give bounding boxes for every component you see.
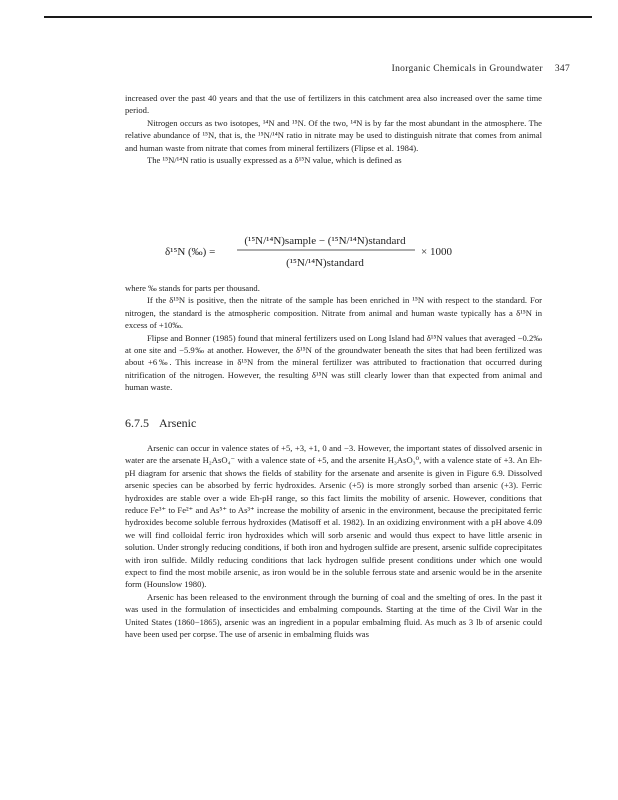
running-title: Inorganic Chemicals in Groundwater <box>391 64 543 74</box>
paragraph-3: The ¹⁵N/¹⁴N ratio is usually expressed as a δ¹⁵N value, which is defined as <box>147 155 402 166</box>
running-header <box>392 64 570 74</box>
text-block-arsenic <box>125 442 542 641</box>
paragraph-7: Arsenic can occur in valence states of +5, +3, +1, 0 and −3. However, the important states of dissolved arsenic in water are the arsenate H₂AsO₄⁻ with a valence state of +5, and the arsenite H₃AsO₃⁰, with a valence state of +3. An Eh-pH diagram for arsenic that shows the fields of stability for the arsenate and arsenite is given in Figure 6.9. Dissolved arsenic species can be absorbed by ferric hydroxides. Arsenic (+5) is more strongly sorbed than arsenic (+3). Ferric hydroxides are stable over a wide Eh-pH range, so this fact limits the mobility of arsenic. However, conditions that reduce Fe³⁺ to Fe²⁺ and As⁵⁺ to As³⁺ increase the mobility of arsenic in the environment, because the precipitated ferric hydroxides become soluble ferrous hydroxides (Matisoff et al. 1982). In an oxidizing environment with a pH above 4.09 we will find colloidal ferric iron hydroxides which will sorb arsenic and would thus expect to have little arsenic in solution. Under strongly reducing conditions, if both iron and hydrogen sulfide are present, arsenic sulfide coprecipitates with iron sulfide. Mildly reducing conditions that lack hydrogen sulfide present conditions under which one would expect to find the most mobile arsenic, as iron would be in the soluble ferrous state and arsenic would be in the arsenite form (Hounslow 1980). <box>125 443 542 590</box>
delta-n15-equation <box>125 228 545 272</box>
top-rule <box>44 16 592 18</box>
paragraph-6: Flipse and Bonner (1985) found that mineral fertilizers used on Long Island had δ¹⁵N values that averaged −0.2‰ at one site and −5.9‰ at another. However, the δ¹⁵N of the groundwater beneath the sites that had been fertilized was about +6‰. This increase in δ¹⁵N from the mineral fertilizer was attributed to fractionation that occurred during nitrification of the nitrogen. However, the resulting δ¹⁵N was still clearly lower than that expected from animal and human waste. <box>125 332 542 393</box>
section-title: Arsenic <box>159 416 197 430</box>
text-block-top <box>125 92 542 166</box>
text-block-middle <box>125 282 542 394</box>
paragraph-8: Arsenic has been released to the environment through the burning of coal and the smelting of ores. In the past it was used in the formulation of insecticides and embalming compounds. Starting at the time of the Civil War in the United States (1860−1865), arsenic was an ingredient in a popular embalming fluid. As much as 3 lb of arsenic could have been used per corpse. The use of arsenic in embalming fluids was <box>125 591 542 640</box>
equation-lhs: δ¹⁵N (‰) = <box>165 246 216 258</box>
section-number: 6.7.5 <box>125 416 149 430</box>
section-heading <box>125 416 196 431</box>
paragraph-2: Nitrogen occurs as two isotopes, ¹⁴N and ¹⁵N. Of the two, ¹⁴N is by far the most abundant in the atmosphere. The relative abundance of ¹⁵N, that is, the ¹⁵N/¹⁴N ratio in nitrate may be used to distinguish nitrate that comes from animal and human waste from nitrate that comes from mineral fertilizers (Flipse et al. 1984). <box>125 117 542 153</box>
paragraph-1: increased over the past 40 years and that the use of fertilizers in this catchment area also increased over the same time period. <box>125 93 542 116</box>
equation-factor: × 1000 <box>421 246 452 258</box>
equation-denominator: (¹⁵N/¹⁴N)standard <box>286 257 364 269</box>
paragraph-5: If the δ¹⁵N is positive, then the nitrate of the sample has been enriched in ¹⁵N with respect to the standard. For nitrogen, the standard is the atmospheric composition. Nitrate from animal and human waste typically has a δ¹⁵N in excess of +10‰. <box>125 295 542 331</box>
equation-numerator: (¹⁵N/¹⁴N)sample − (¹⁵N/¹⁴N)standard <box>244 235 406 247</box>
page-number: 347 <box>554 64 570 74</box>
paragraph-4: where ‰ stands for parts per thousand. <box>125 283 260 293</box>
